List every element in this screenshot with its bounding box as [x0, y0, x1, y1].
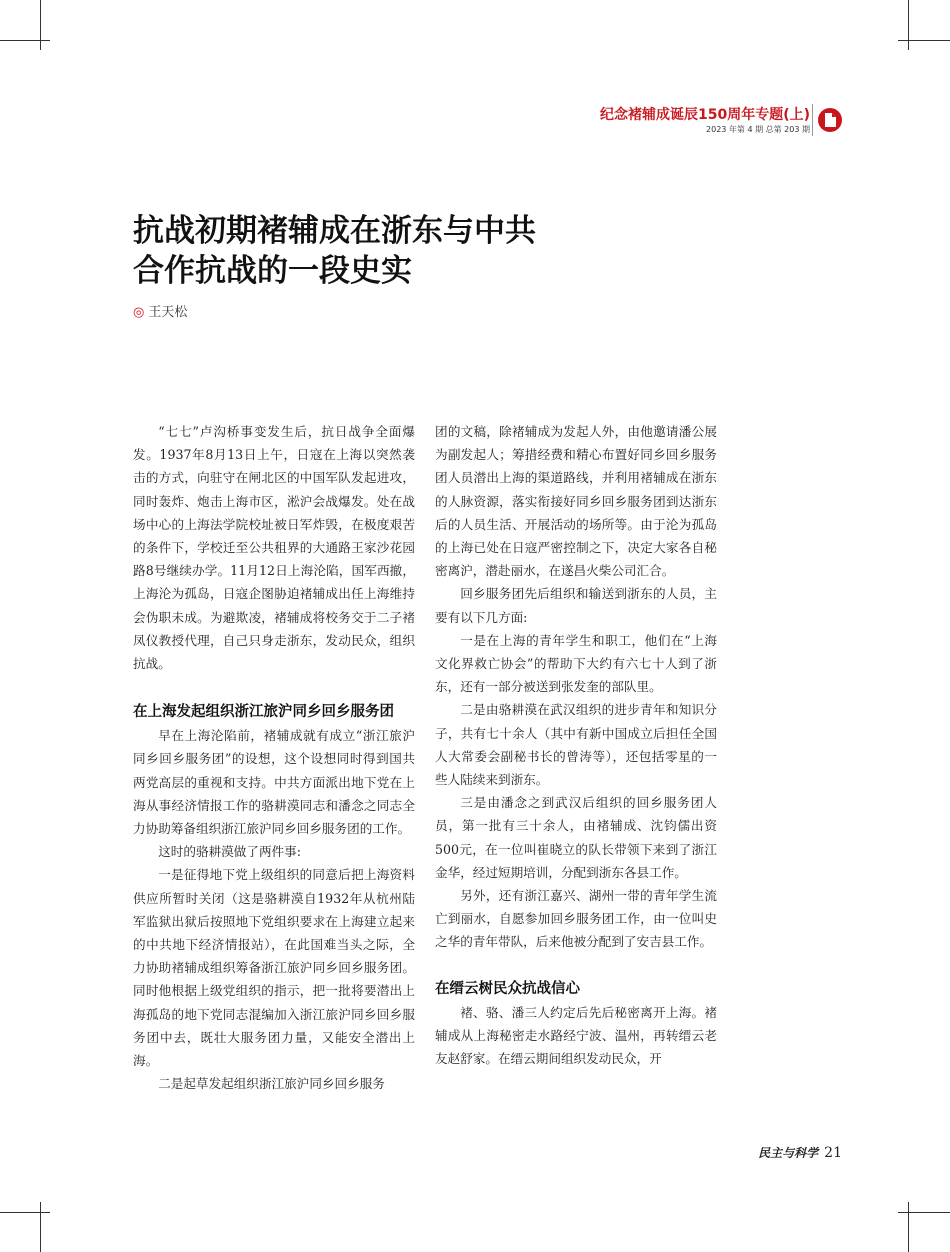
title-line-2: 合作抗战的一段史实 — [133, 253, 412, 289]
paragraph: 褚、骆、潘三人约定后先后秘密离开上海。褚辅成从上海秘密走水路经宁波、温州，再转缙云老友赵舒家。在缙云期间组织发动民众，开 — [435, 1004, 717, 1067]
crop-mark — [0, 1212, 50, 1213]
crop-mark — [898, 40, 950, 41]
page-footer — [758, 1144, 842, 1161]
section-heading: 在缙云树民众抗战信心 — [435, 980, 580, 997]
paragraph: 二是由骆耕漠在武汉组织的进步青年和知识分子，共有七十余人（其中有新中国成立后担任全国人大常委会副秘书长的曾涛等），还包括零星的一些人陆续来到浙东。 — [435, 702, 717, 788]
paragraph: 回乡服务团先后组织和输送到浙东的人员，主要有以下几方面: — [435, 586, 717, 625]
left-column — [133, 420, 415, 1095]
paragraph: 一是征得地下党上级组织的同意后把上海资料供应所暂时关闭（这是骆耕漠自1932年从杭州陆军监狱出狱后按照地下党组织要求在上海建立起来的中共地下经济情报站），在此国难当头之际，全力协助褚辅成组织筹备浙江旅沪同乡回乡服务团。同时他根据上级党组织的指示，把一批将要潜出上海孤岛的地下党同志混编加入浙江旅沪同乡回乡服务团中去，既壮大服务团力量，又能安全潜出上海。 — [133, 867, 415, 1069]
crop-mark — [908, 0, 909, 50]
crop-mark — [898, 1212, 950, 1213]
crop-mark — [0, 40, 50, 41]
paragraph-continued: 团的文稿，除褚辅成为发起人外，由他邀请潘公展为副发起人；筹措经费和精心布置好同乡回乡服务团人员潜出上海的渠道路线，并利用褚辅成在浙东的人脉资源，落实衔接好同乡回乡服务团到达浙东后的人员生活、开展活动的场所等。由于沦为孤岛的上海已处在日寇严密控制之下，决定大家各自秘密离沪，潜赴丽水，在遂昌火柴公司汇合。 — [435, 424, 717, 579]
crop-mark — [40, 0, 41, 50]
page-number: 21 — [824, 1145, 842, 1161]
header-divider — [812, 104, 813, 136]
paragraph: 二是起草发起组织浙江旅沪同乡回乡服务 — [158, 1076, 385, 1092]
crop-mark — [908, 1202, 909, 1252]
series-title: 纪念褚辅成诞辰150周年专题(上) — [599, 107, 810, 123]
right-column — [435, 420, 717, 1070]
paragraph: 三是由潘念之到武汉后组织的回乡服务团人员，第一批有三十余人，由褚辅成、沈钧儒出资500元，在一位叫崔晓立的队长带领下来到了浙江金华，经过短期培训，分配到浙东各县工作。 — [435, 795, 717, 880]
section-heading: 在上海发起组织浙江旅沪同乡回乡服务团 — [133, 704, 394, 721]
title-line-1: 抗战初期褚辅成在浙东与中共 — [133, 213, 536, 249]
document-icon — [818, 108, 842, 132]
author-name: 王天松 — [148, 305, 188, 320]
author-line — [133, 301, 187, 320]
paragraph: 这时的骆耕漠做了两件事: — [158, 844, 301, 860]
running-header — [600, 106, 810, 136]
paragraph: “七七”卢沟桥事变发生后，抗日战争全面爆发。1937年8月13日上午，日寇在上海以突然袭击的方式，向驻守在闸北区的中国军队发起进攻，同时轰炸、炮击上海市区，淞沪会战爆发。处在战场中心的上海法学院校址被日军炸毁，在极度艰苦的条件下，学校迁至公共租界的大通路王家沙花园路8号继续办学。11月12日上海沦陷，国军西撤，上海沦为孤岛，日寇企图胁迫褚辅成出任上海维持会伪职未成。为避欺凌，褚辅成将校务交于二子褚凤仪教授代理，自己只身走浙东，发动民众，组织抗战。 — [133, 424, 415, 672]
paragraph: 一是在上海的青年学生和职工，他们在“上海文化界救亡协会”的帮助下大约有六七十人到了浙东，还有一部分被送到张发奎的部队里。 — [435, 632, 717, 695]
paragraph: 另外，还有浙江嘉兴、湖州一带的青年学生流亡到丽水，自愿参加回乡服务团工作，由一位叫史之华的青年带队，后来他被分配到了安吉县工作。 — [435, 888, 717, 950]
magazine-name: 民主与科学 — [758, 1146, 819, 1160]
crop-mark — [40, 1202, 41, 1252]
author-mark: ◎ — [133, 305, 145, 320]
issue-info: 2023 年第 4 期 总第 203 期 — [706, 125, 810, 134]
paragraph: 早在上海沦陷前，褚辅成就有成立“浙江旅沪同乡回乡服务团”的设想，这个设想同时得到国共两党高层的重视和支持。中共方面派出地下党在上海从事经济情报工作的骆耕漠同志和潘念之同志全力协助筹备组织浙江旅沪同乡回乡服务团的工作。 — [133, 728, 415, 837]
article-title — [133, 211, 603, 291]
